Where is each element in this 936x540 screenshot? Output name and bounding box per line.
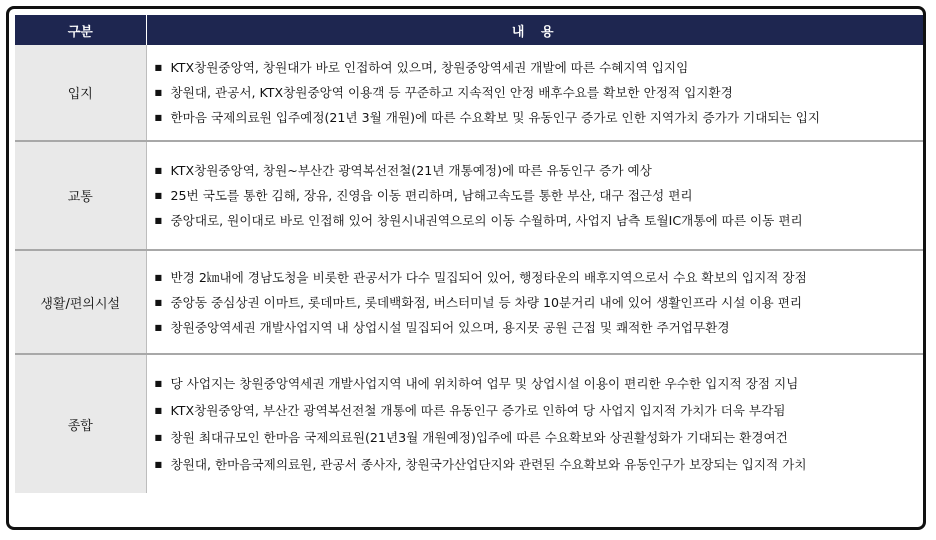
row-label: 입지	[15, 45, 146, 141]
bullet-list	[155, 265, 926, 340]
table-frame	[6, 6, 926, 530]
row-content	[146, 45, 925, 141]
list-item-text: 한마음 국제의료원 입주예정(21년 3월 개원)에 따른 수요확보 및 유동인구 증가로 인한 지역가치 증가가 기대되는 입지	[170, 110, 821, 125]
list-item	[155, 208, 926, 233]
list-item-text: 창원대, 관공서, KTX창원중앙역 이용객 등 꾸준하고 지속적인 안정 배후수요를 확보한 안정적 입지환경	[170, 85, 733, 100]
list-item	[155, 183, 926, 208]
row-label: 생활/편의시설	[15, 250, 146, 354]
list-item-text: 중앙대로, 원이대로 바로 인접해 있어 창원시내권역으로의 이동 수월하며, 사업지 남측 토월IC개통에 따른 이동 편리	[170, 213, 803, 228]
bullet-icon: ■	[154, 322, 163, 332]
table-row-amenities	[15, 250, 925, 354]
bullet-icon: ■	[154, 297, 163, 307]
list-item	[155, 424, 926, 451]
list-item-text: 반경 2㎞내에 경남도청을 비롯한 관공서가 다수 밀집되어 있어, 행정타운의 배후지역으로서 수요 확보의 입지적 장점	[170, 269, 807, 285]
bullet-icon: ■	[154, 63, 163, 72]
list-item	[155, 55, 926, 80]
table-row-overall	[15, 354, 925, 493]
bullet-list	[155, 55, 926, 130]
bullet-icon: ■	[154, 216, 163, 225]
row-content	[146, 250, 925, 354]
row-content	[146, 354, 925, 493]
header-content: 내 용	[146, 15, 925, 45]
list-item	[155, 370, 926, 397]
bullet-icon: ■	[154, 433, 163, 442]
row-label: 종합	[15, 354, 146, 493]
location-summary-table	[15, 15, 925, 493]
list-item-text: KTX창원중앙역, 창원~부산간 광역복선전철(21년 개통예정)에 따른 유동인구 증가 예상	[170, 163, 652, 178]
header-category: 구분	[15, 15, 146, 45]
bullet-icon: ■	[154, 191, 163, 200]
list-item-text: 25번 국도를 통한 김해, 장유, 진영읍 이동 편리하며, 남해고속도를 통한 부산, 대구 접근성 편리	[170, 188, 693, 203]
table-row-transport	[15, 141, 925, 250]
bullet-icon: ■	[154, 113, 163, 122]
list-item-text: 창원 최대규모인 한마음 국제의료원(21년3월 개원예정)입주에 따른 수요확보와 상권활성화가 기대되는 환경여건	[170, 430, 788, 445]
list-item-text: 창원중앙역세권 개발사업지역 내 상업시설 밀집되어 있으며, 용지못 공원 근접 및 쾌적한 주거업무환경	[170, 319, 730, 335]
bullet-icon: ■	[154, 406, 163, 415]
bullet-list	[155, 370, 926, 478]
list-item	[155, 451, 926, 478]
list-item-text: KTX창원중앙역, 부산간 광역복선전철 개통에 따른 유동인구 증가로 인하여 당 사업지 입지적 가치가 더욱 부각됨	[170, 403, 786, 418]
list-item	[155, 315, 926, 340]
bullet-icon: ■	[154, 460, 163, 469]
table-row-location	[15, 45, 925, 141]
list-item-text: 중앙동 중심상권 이마트, 롯데마트, 롯데백화점, 버스터미널 등 차량 10분거리 내에 있어 생활인프라 시설 이용 편리	[170, 294, 803, 310]
list-item	[155, 80, 926, 105]
list-item	[155, 290, 926, 315]
list-item-text: KTX창원중앙역, 창원대가 바로 인접하여 있으며, 창원중앙역세권 개발에 따른 수혜지역 입지임	[170, 60, 689, 75]
list-item	[155, 265, 926, 290]
row-content	[146, 141, 925, 250]
bullet-icon: ■	[154, 88, 163, 97]
list-item	[155, 105, 926, 130]
bullet-icon: ■	[154, 166, 163, 175]
bullet-list	[155, 158, 926, 233]
list-item-text: 당 사업지는 창원중앙역세권 개발사업지역 내에 위치하여 업무 및 상업시설 이용이 편리한 우수한 입지적 장점 지님	[170, 376, 799, 391]
table-header-row	[15, 15, 925, 45]
list-item	[155, 397, 926, 424]
list-item-text: 창원대, 한마음국제의료원, 관공서 종사자, 창원국가산업단지와 관련된 수요확보와 유동인구가 보장되는 입지적 가치	[170, 457, 807, 472]
bullet-icon: ■	[154, 379, 163, 388]
list-item	[155, 158, 926, 183]
row-label: 교통	[15, 141, 146, 250]
bullet-icon: ■	[154, 272, 163, 282]
